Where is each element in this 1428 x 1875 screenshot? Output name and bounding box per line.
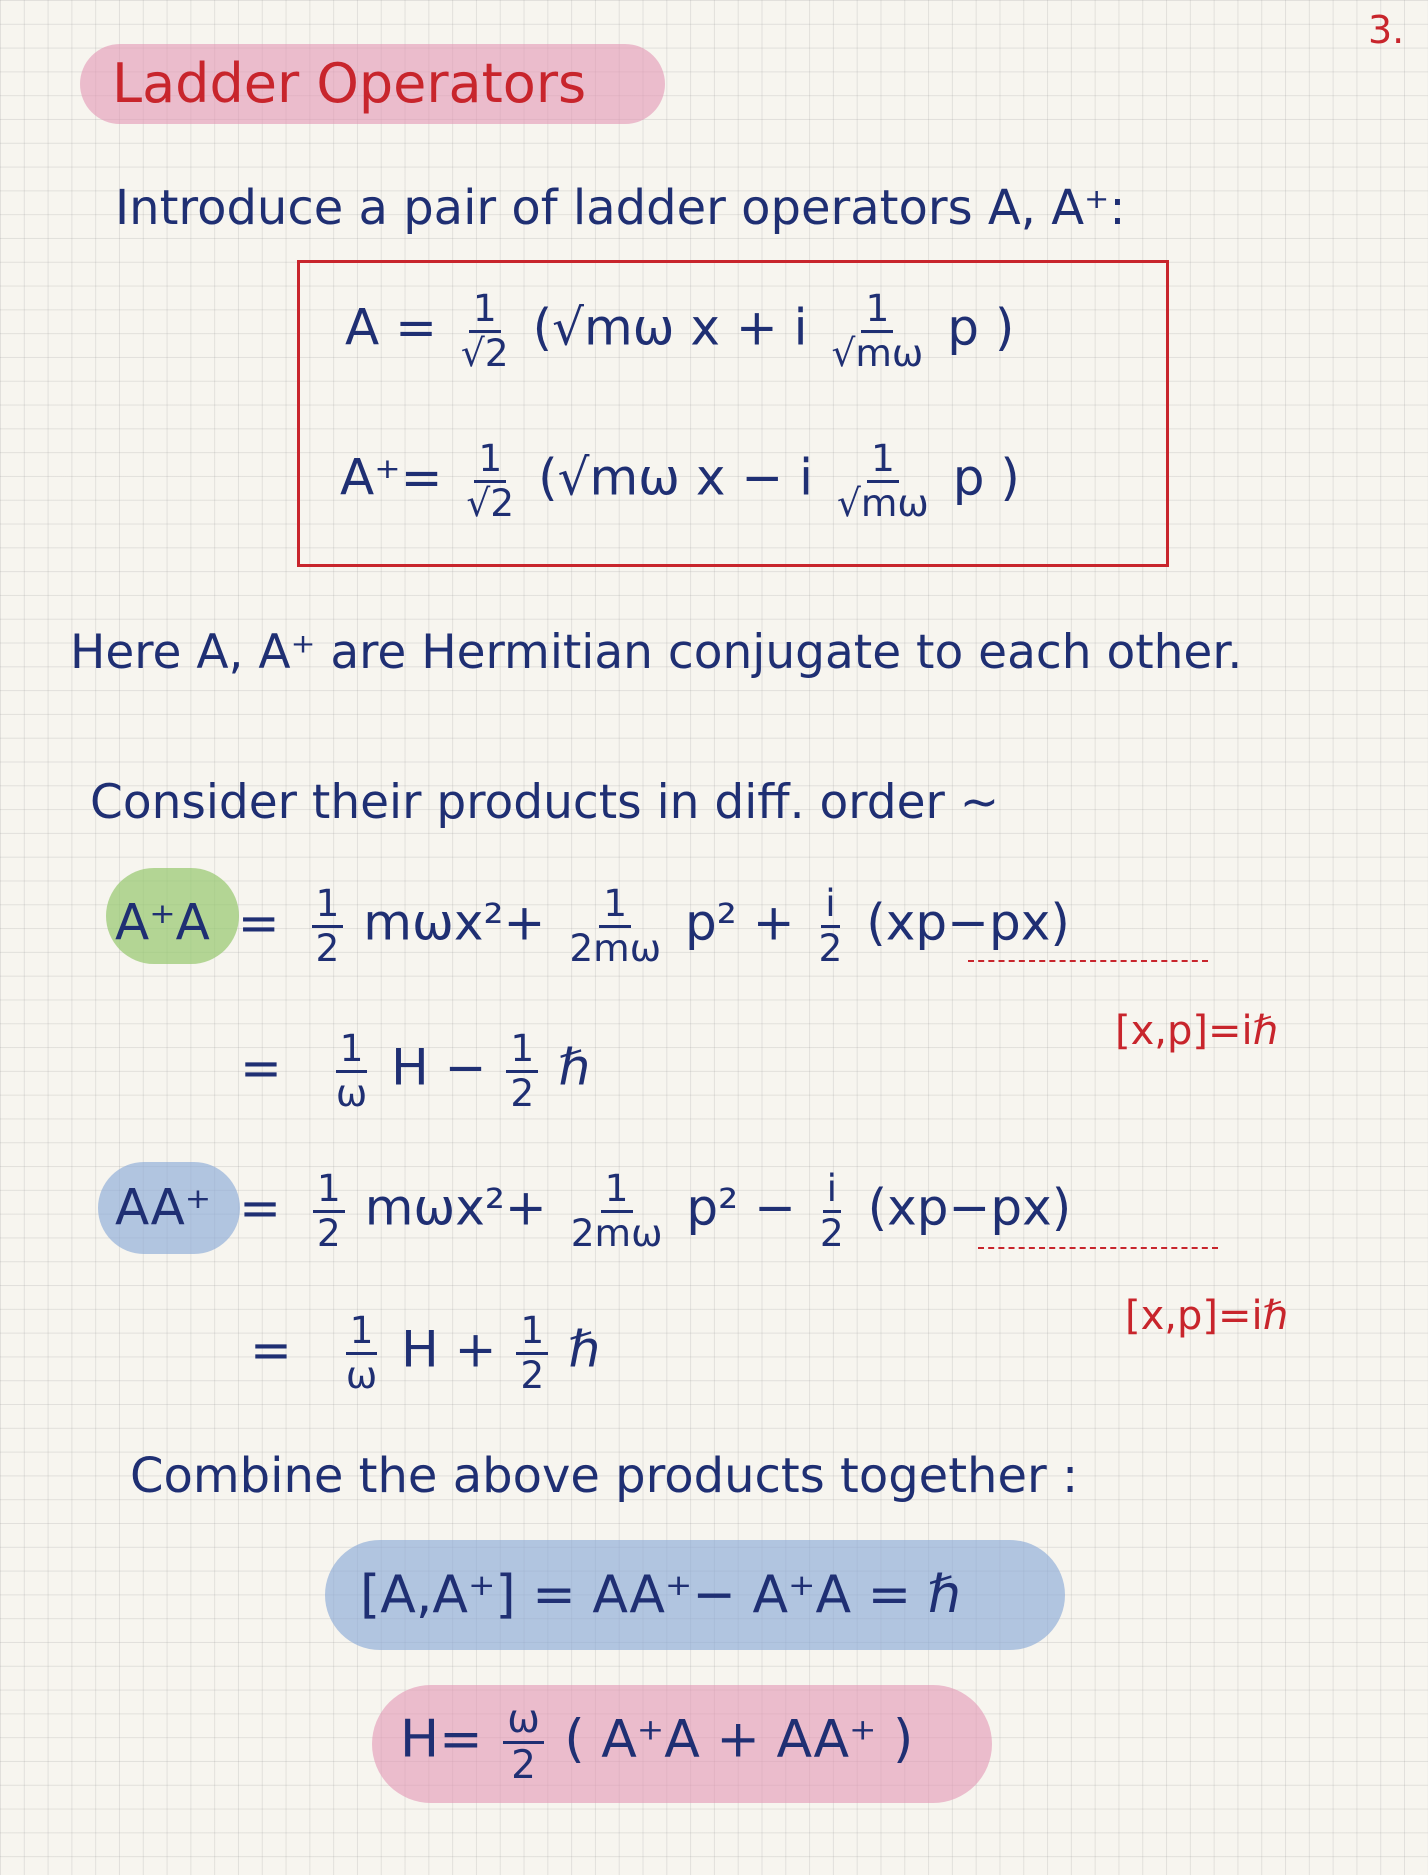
product1-line2-mid: H − <box>391 1038 487 1097</box>
eq1-tail: p ) <box>947 298 1015 357</box>
product1-line2 <box>240 1026 590 1115</box>
hermitian-note: Here A, A⁺ are Hermitian conjugate to each other. <box>70 625 1243 680</box>
product2-h-frac: $\frac{1}{2}$ <box>516 1312 548 1394</box>
definition-a-dagger <box>340 436 1020 525</box>
product1-term2: p² + <box>685 893 795 952</box>
product1-frac: $\frac{1}{2m\omega}$ <box>569 881 662 970</box>
hamiltonian-lhs: H= <box>400 1709 483 1770</box>
product2-equals: = <box>239 1178 282 1237</box>
product2-line2-tail: ℏ <box>568 1320 600 1379</box>
product2-i-frac: $\frac{i}{2}$ <box>819 1166 844 1255</box>
eq2-frac: $\frac{1}{√m\omega}$ <box>836 436 929 525</box>
eq1-frac: $\frac{1}{√m\omega}$ <box>831 286 924 375</box>
hamiltonian-result <box>400 1697 914 1788</box>
product1-equals: = <box>237 893 280 952</box>
product1-line1 <box>115 881 1070 970</box>
definition-a <box>345 286 1015 375</box>
eq2-mid: (√mω x − i <box>538 448 814 507</box>
eq2-lhs: A⁺= <box>340 448 443 507</box>
page-number: 3. <box>1368 8 1405 52</box>
hamiltonian-frac: $\frac{\omega}{2}$ <box>503 1700 544 1785</box>
product1-lhs: A⁺A <box>115 893 210 952</box>
product2-line2-eq: = <box>250 1320 292 1379</box>
combine-text: Combine the above products together : <box>130 1448 1079 1504</box>
product2-line1 <box>115 1166 1072 1255</box>
product1-i-frac: $\frac{i}{2}$ <box>818 881 843 970</box>
product2-line2 <box>250 1308 600 1397</box>
product2-line2-mid: H + <box>401 1320 497 1379</box>
product2-half: $\frac{1}{2}$ <box>313 1170 345 1252</box>
product2-lhs: AA⁺ <box>115 1178 212 1237</box>
hamiltonian-rhs: ( A⁺A + AA⁺ ) <box>564 1709 914 1770</box>
product1-term1: mωx²+ <box>363 893 546 952</box>
page-title: Ladder Operators <box>112 52 587 115</box>
product2-note: [x,p]=iℏ <box>1125 1293 1288 1339</box>
commutator-result: [A,A⁺] = AA⁺− A⁺A = ℏ <box>360 1565 961 1625</box>
eq1-coef: $\frac{1}{√2}$ <box>460 286 509 375</box>
consider-text: Consider their products in diff. order ~ <box>90 775 1000 830</box>
product1-term3: (xp−px) <box>866 893 1070 952</box>
eq1-mid: (√mω x + i <box>532 298 808 357</box>
eq1-lhs: A = <box>345 298 437 357</box>
product1-half: $\frac{1}{2}$ <box>312 885 344 967</box>
product2-w-frac: $\frac{1}{\omega}$ <box>345 1308 378 1397</box>
product2-term2: p² − <box>686 1178 796 1237</box>
product2-underline <box>978 1247 1218 1249</box>
product1-underline <box>968 960 1208 962</box>
product1-w-frac: $\frac{1}{\omega}$ <box>335 1026 368 1115</box>
product2-term3: (xp−px) <box>867 1178 1072 1237</box>
product1-note: [x,p]=iℏ <box>1115 1008 1278 1054</box>
product1-line2-eq: = <box>240 1038 282 1097</box>
product2-term1: mωx²+ <box>364 1178 547 1237</box>
product1-h-frac: $\frac{1}{2}$ <box>506 1030 538 1112</box>
product2-frac: $\frac{1}{2m\omega}$ <box>570 1166 663 1255</box>
eq2-tail: p ) <box>952 448 1020 507</box>
intro-text: Introduce a pair of ladder operators A, A⁺: <box>115 180 1126 236</box>
product1-line2-tail: ℏ <box>558 1038 590 1097</box>
eq2-coef: $\frac{1}{√2}$ <box>466 436 515 525</box>
